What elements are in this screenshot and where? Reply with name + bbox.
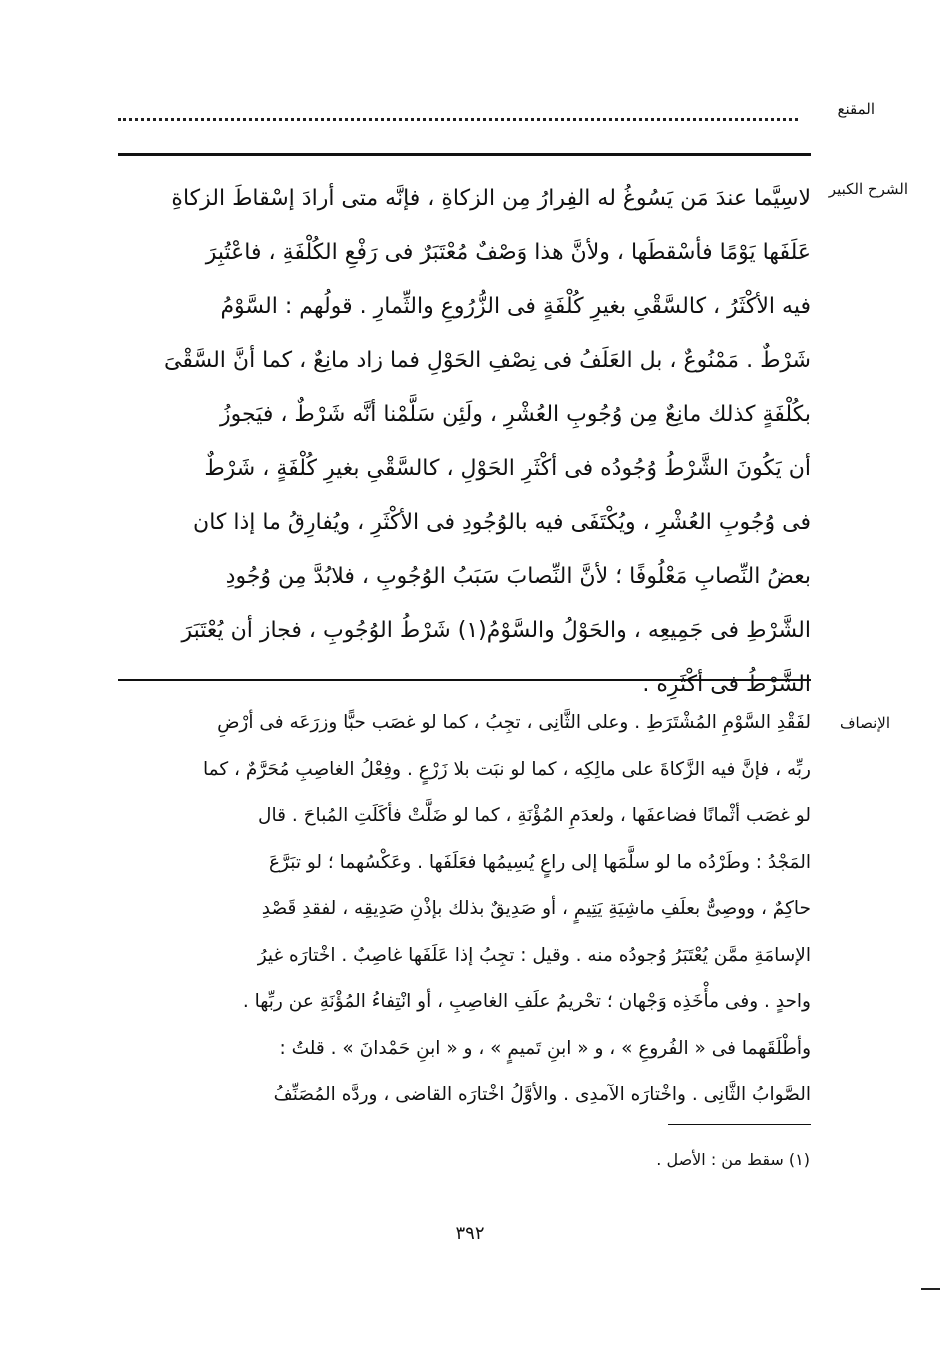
sharh-line: الشَّرْطِ فى جَمِيعِه ، والحَوْلُ والسَّوْمُ(١) شَرْطُ الوُجُوبِ ، فجاز أن يُعْتَبَرَ (181, 618, 811, 643)
sharh-line: لاسِيَّما عندَ مَن يَسُوغُ له الفِرارُ مِن الزكاةِ ، فإنَّه متى أرادَ إسْقاطَ الزكاةِ (171, 186, 811, 211)
running-header-title: المقنع (837, 100, 875, 118)
insaf-text-block (118, 700, 811, 1119)
footnote-rule (668, 1124, 811, 1125)
sharh-line: بكُلْفَةٍ كذلك مانِعٌ مِن وُجُوبِ العُشْرِ ، ولَئِن سَلَّمْنا أنَّه شَرْطٌ ، فيَجوزُ (220, 402, 811, 427)
sharh-line: شَرْطٌ . مَمْنُوعٌ ، بل العَلَفُ فى نِصْفِ الحَوْلِ فما زاد مانِعٌ ، كما أنَّ السَّقْىَ (164, 348, 811, 373)
page-number: ٣٩٢ (455, 1223, 485, 1244)
footnote: (١) سقط من : الأصل . (656, 1150, 810, 1169)
insaf-line: حاكِمٌ ، ووصِىٌّ بعلَفِ ماشِيَةِ يَتِيمٍ ، أو صَدِيقٌ بذلك بإذْنِ صَدِيقِه ، لفقدِ قَصْدِ (261, 898, 811, 919)
insaf-line: وأطْلَقَهما فى « الفُروعِ » ، و « ابنِ تَميمٍ » ، و « ابنِ حَمْدانَ » . قلتُ : (279, 1037, 811, 1059)
sharh-line: عَلَفَها يَوْمًا فأسْقطَها ، ولأنَّ هذا وَصْفٌ مُعْتَبَرٌ فى رَفْعِ الكُلْفَةِ ، فاعْتُبِرَ (205, 240, 811, 265)
insaf-line: واحدٍ . وفى مأْخَذِه وَجْهان ؛ تحْريمُ علَفِ الغاصِبِ ، أو انْتِفاءُ المُؤْنَةِ عن ربِّها . (242, 991, 811, 1012)
insaf-line: الإسامَةِ ممَّن يُعْتَبَرُ وُجودُه منه . وقيل : تجِبُ إذا عَلَفَها غاصِبٌ . اخْتارَه غيرُ (257, 944, 811, 966)
insaf-line: المَجْدُ : وطَرْدُه ما لو سلَّمَها إلى راعٍ يُسِيمُها فعَلَفَها . وعَكْسُهما ؛ لو تبَرَّعَ (268, 851, 811, 873)
sharh-side-label: الشرح الكبير (828, 180, 908, 198)
insaf-line: لو غصَب أثْمانًا فضاعفَها ، ولعدَمِ المُؤْنَةِ ، كما لو ضَلَّتْ فأكَلَتِ المُباحَ . قال (258, 805, 811, 826)
insaf-line: ربِّه ، فإنَّ فيه الزَّكاةَ على مالِكِه ، كما لو نبَت بلا زَرْعٍ . وفِعْلُ الغاصِبِ مُحَرَّمٌ ، كما (203, 758, 811, 780)
sharh-line: فيه الأكْثَرُ ، كالسَّقْىِ بغيرِ كُلْفَةٍ فى الزُّرُوعِ والثِّمارِ . قولُهم : السَّوْمُ (220, 294, 811, 319)
header-thick-rule (118, 153, 811, 156)
section-divider-rule (118, 679, 811, 681)
insaf-line: الصَّوابُ الثَّانِى . واخْتارَه الآمدِى . والأوَّلُ اخْتارَه القاضى ، وردَّه المُصَنِّفُ (273, 1084, 811, 1105)
edge-scan-mark (921, 1288, 940, 1290)
sharh-line: فى وُجُوبِ العُشْرِ ، ويُكْتَفَى فيه بالوُجُودِ فى الأكْثَرِ ، ويُفارِقُ ما إذا كان (193, 510, 811, 535)
insaf-side-label: الإنصاف (839, 714, 890, 732)
insaf-line: لفَقْدِ السَّوْمِ المُشْتَرَطِ . وعلى الثَّانِى ، تجِبُ ، كما لو غصَب حبًّا وزرَعَه فى أرْضِ (217, 712, 811, 733)
sharh-text-block (118, 172, 811, 712)
header-dotted-rule (118, 118, 798, 121)
sharh-line: الشَّرْطُ فى أكْثَرِه . (642, 672, 811, 697)
sharh-line: أن يَكُونَ الشَّرْطُ وُجُودُه فى أكْثَرِ الحَوْلِ ، كالسَّقْىِ بغيرِ كُلْفَةٍ ، شَرْطٌ (204, 456, 811, 481)
sharh-line: بعضُ النِّصابِ مَعْلُوفًا ؛ لأنَّ النِّصابَ سَبَبُ الوُجُوبِ ، فلابُدَّ مِن وُجُودِ (225, 564, 811, 589)
